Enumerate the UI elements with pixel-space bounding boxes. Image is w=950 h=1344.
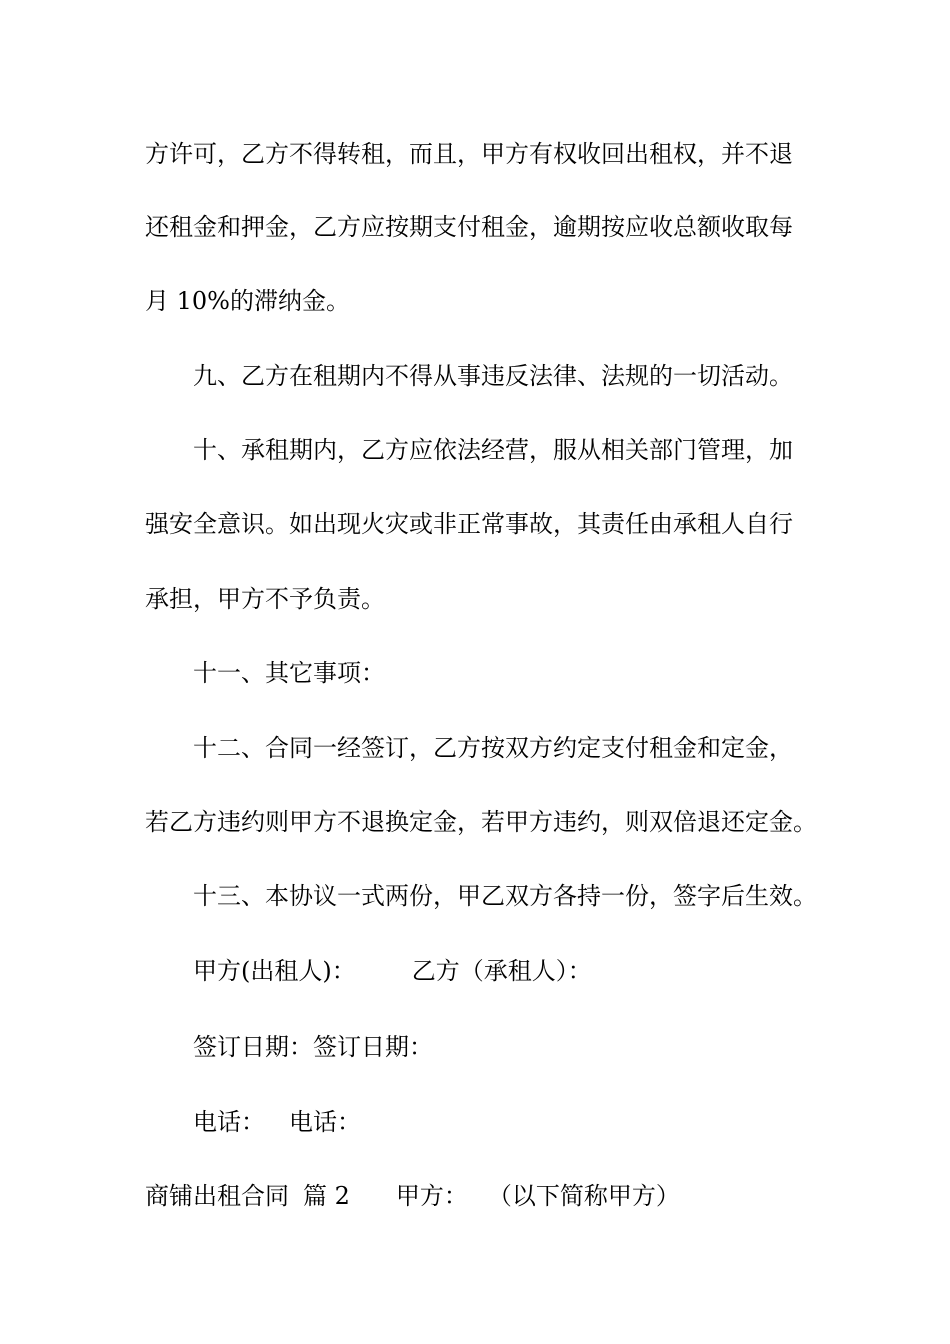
text-line: 承担，甲方不予负责。 — [145, 585, 385, 613]
party-b-label: 乙方（承租人）： — [411, 957, 592, 985]
section-title: 商铺出租合同 — [145, 1182, 289, 1210]
text-line: 还租金和押金，乙方应按期支付租金，逾期按应收总额收取每 — [145, 213, 793, 241]
section-party: 甲方： — [395, 1182, 468, 1210]
party-a-label: 甲方(出租人)： — [193, 957, 356, 985]
clause-twelve: 十二、合同一经签订，乙方按双方约定支付租金和定金， — [193, 734, 793, 762]
signature-phones — [193, 1107, 361, 1137]
text-line: 强安全意识。如出现火灾或非正常事故，其责任由承租人自行 — [145, 510, 793, 538]
phone-b-label: 电话： — [289, 1108, 361, 1136]
next-section-heading — [145, 1181, 680, 1211]
section-part: 篇 2 — [303, 1182, 350, 1210]
text-line: 方许可，乙方不得转租，而且，甲方有权收回出租权，并不退 — [145, 140, 793, 168]
text-line: 月 10%的滞纳金。 — [145, 287, 350, 315]
clause-eleven: 十一、其它事项： — [193, 659, 385, 687]
phone-a-label: 电话： — [193, 1108, 265, 1136]
clause-thirteen: 十三、本协议一式两份，甲乙双方各持一份，签字后生效。 — [193, 882, 817, 910]
signature-dates: 签订日期：签订日期： — [193, 1033, 433, 1061]
clause-nine: 九、乙方在租期内不得从事违反法律、法规的一切活动。 — [193, 362, 793, 390]
signature-parties — [193, 956, 592, 986]
clause-ten: 十、承租期内，乙方应依法经营，服从相关部门管理，加 — [193, 436, 793, 464]
section-note: （以下简称甲方） — [487, 1182, 680, 1210]
text-line: 若乙方违约则甲方不退换定金，若甲方违约，则双倍退还定金。 — [145, 808, 817, 836]
